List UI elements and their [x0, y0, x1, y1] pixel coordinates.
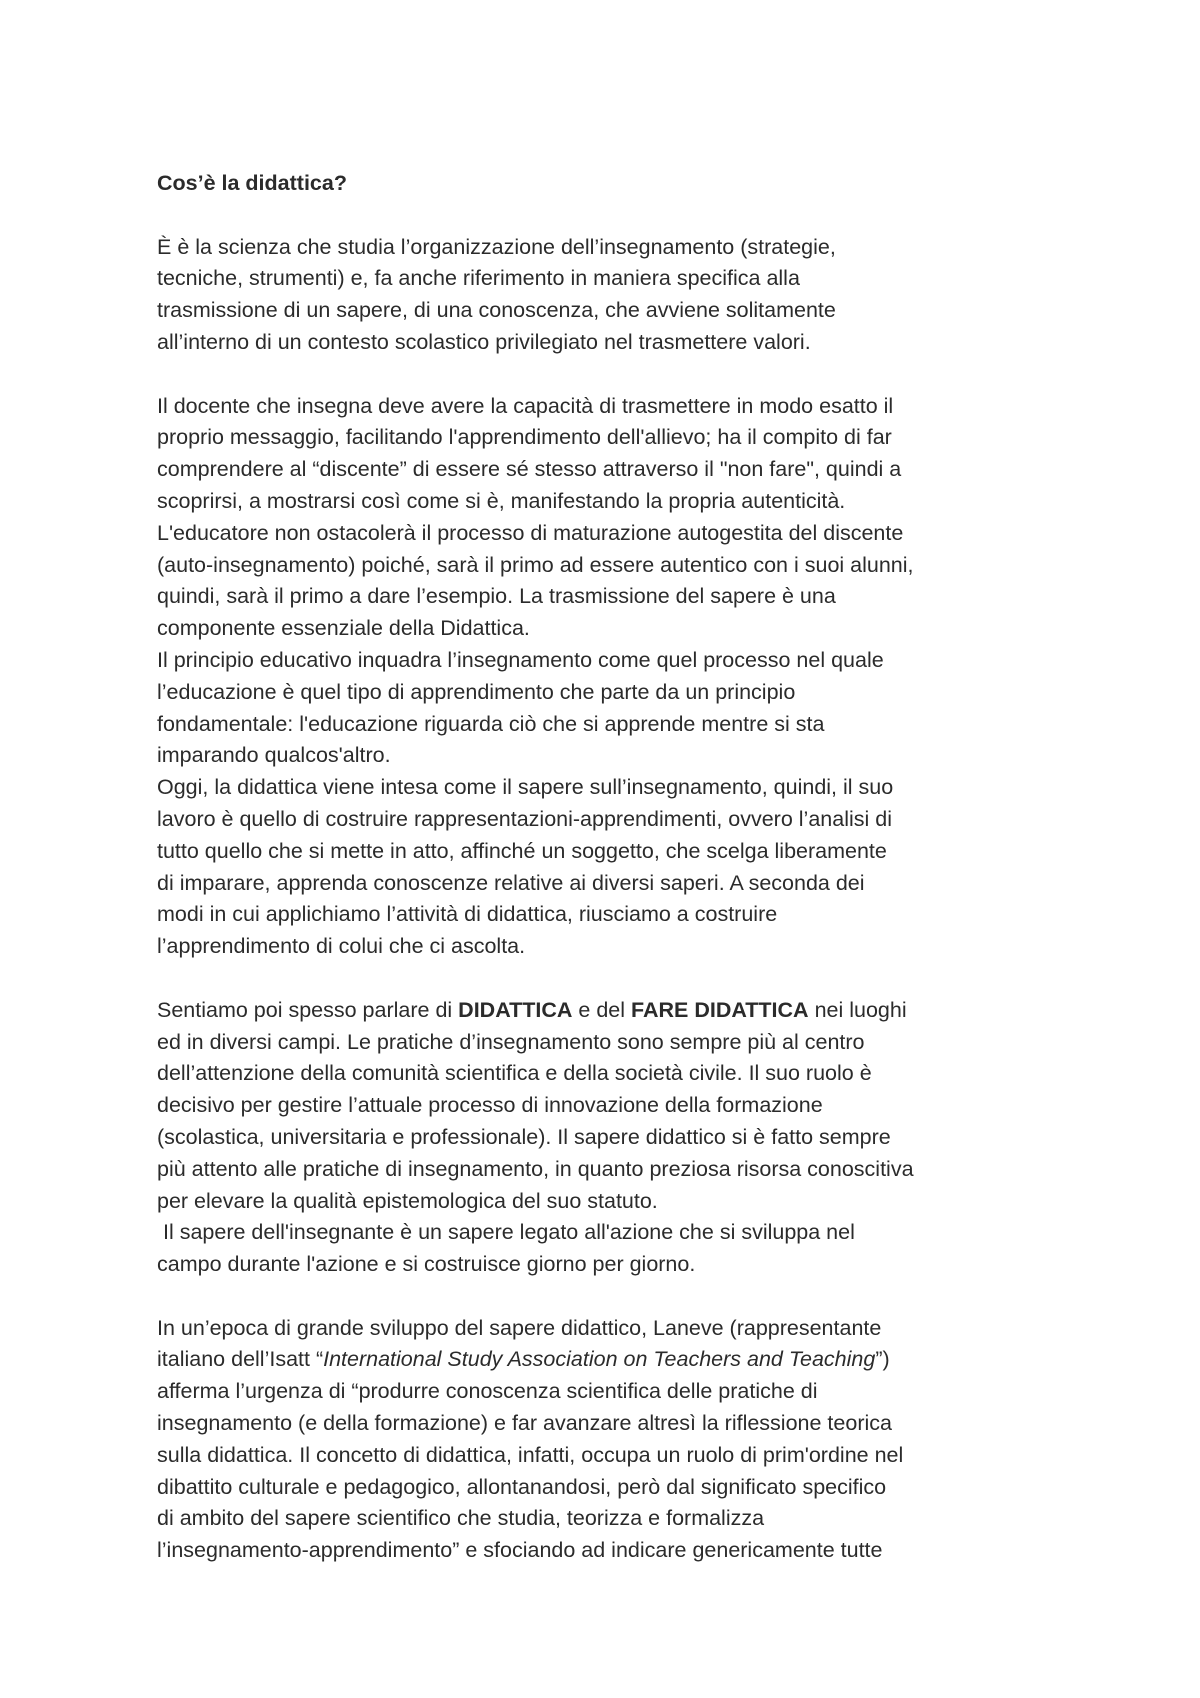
text-line: scoprirsi, a mostrarsi così come si è, manifestando la propria autenticità.: [157, 488, 846, 513]
text-line: più attento alle pratiche di insegnamento, in quanto preziosa risorsa conoscitiva: [157, 1156, 914, 1181]
text-line: decisivo per gestire l’attuale processo di innovazione della formazione: [157, 1093, 823, 1118]
text-line: L'educatore non ostacolerà il processo di maturazione autogestita del discente: [157, 520, 904, 545]
text-line: proprio messaggio, facilitando l'apprendimento dell'allievo; ha il compito di far: [157, 425, 892, 450]
text-line: Il sapere dell'insegnante è un sapere legato all'azione che si sviluppa nel: [157, 1220, 855, 1245]
text-line: componente essenziale della Didattica.: [157, 616, 530, 641]
italic-association-name: International Study Association on Teachers and Teaching: [323, 1347, 876, 1372]
text-line: fondamentale: l'educazione riguarda ciò che si apprende mentre si sta: [157, 711, 825, 736]
text-line: l’apprendimento di colui che ci ascolta.: [157, 934, 526, 959]
text-run: nei luoghi: [808, 997, 907, 1022]
text-line: dibattito culturale e pedagogico, allontanandosi, però dal significato specifico: [157, 1474, 887, 1499]
text-run: italiano dell’Isatt “: [157, 1347, 324, 1372]
text-line: l’educazione è quel tipo di apprendimento che parte da un principio: [157, 679, 796, 704]
text-line: In un’epoca di grande sviluppo del sapere didattico, Laneve (rappresentante: [157, 1315, 882, 1340]
text-line: tutto quello che si mette in atto, affinché un soggetto, che scelga liberamente: [157, 838, 887, 863]
paragraph-definition: [157, 232, 1057, 359]
text-line: (auto-insegnamento) poiché, sarà il primo ad essere autentico con i suoi alunni,: [157, 552, 914, 577]
paragraph-laneve: [157, 1313, 1057, 1567]
text-run: Sentiamo poi spesso parlare di: [157, 997, 459, 1022]
text-line: [157, 1344, 1057, 1376]
document-page: [157, 168, 1057, 1567]
text-line: all’interno di un contesto scolastico privilegiato nel trasmettere valori.: [157, 329, 811, 354]
text-line: di imparare, apprenda conoscenze relative ai diversi saperi. A seconda dei: [157, 870, 865, 895]
text-run: e del: [572, 997, 632, 1022]
text-line: di ambito del sapere scientifico che studia, teorizza e formalizza: [157, 1506, 765, 1531]
text-line: lavoro è quello di costruire rappresentazioni-apprendimenti, ovvero l’analisi di: [157, 806, 892, 831]
document-title: Cos’è la didattica?: [157, 171, 347, 195]
bold-term-didattica: DIDATTICA: [458, 997, 573, 1022]
text-line: per elevare la qualità epistemologica del suo statuto.: [157, 1188, 658, 1213]
text-line: (scolastica, universitaria e professionale). Il sapere didattico si è fatto sempre: [157, 1124, 891, 1149]
paragraph-teacher: [157, 391, 1057, 963]
text-line: È è la scienza che studia l’organizzazione dell’insegnamento (strategie,: [157, 234, 836, 259]
text-line: sulla didattica. Il concetto di didattica, infatti, occupa un ruolo di prim'ordine nel: [157, 1442, 904, 1467]
text-line: [157, 995, 1057, 1027]
text-line: imparando qualcos'altro.: [157, 743, 391, 768]
text-line: quindi, sarà il primo a dare l’esempio. La trasmissione del sapere è una: [157, 584, 836, 609]
text-line: Oggi, la didattica viene intesa come il sapere sull’insegnamento, quindi, il suo: [157, 775, 894, 800]
text-line: modi in cui applichiamo l’attività di didattica, riusciamo a costruire: [157, 902, 778, 927]
text-line: Il docente che insegna deve avere la capacità di trasmettere in modo esatto il: [157, 393, 894, 418]
text-line: tecniche, strumenti) e, fa anche riferimento in maniera specifica alla: [157, 266, 800, 291]
paragraph-fare-didattica: [157, 995, 1057, 1281]
text-line: comprendere al “discente” di essere sé stesso attraverso il "non fare", quindi a: [157, 457, 902, 482]
text-line: l’insegnamento-apprendimento” e sfociando ad indicare genericamente tutte: [157, 1538, 883, 1563]
text-line: ed in diversi campi. Le pratiche d’insegnamento sono sempre più al centro: [157, 1029, 865, 1054]
text-line: insegnamento (e della formazione) e far avanzare altresì la riflessione teorica: [157, 1411, 892, 1436]
bold-term-fare-didattica: FARE DIDATTICA: [631, 997, 809, 1022]
text-line: dell’attenzione della comunità scientifica e della società civile. Il suo ruolo è: [157, 1061, 872, 1086]
text-line: afferma l’urgenza di “produrre conoscenza scientifica delle pratiche di: [157, 1379, 818, 1404]
text-line: trasmissione di un sapere, di una conoscenza, che avviene solitamente: [157, 298, 836, 323]
text-line: Il principio educativo inquadra l’insegnamento come quel processo nel quale: [157, 647, 884, 672]
text-line: campo durante l'azione e si costruisce giorno per giorno.: [157, 1252, 696, 1277]
text-run: ”): [875, 1347, 890, 1372]
